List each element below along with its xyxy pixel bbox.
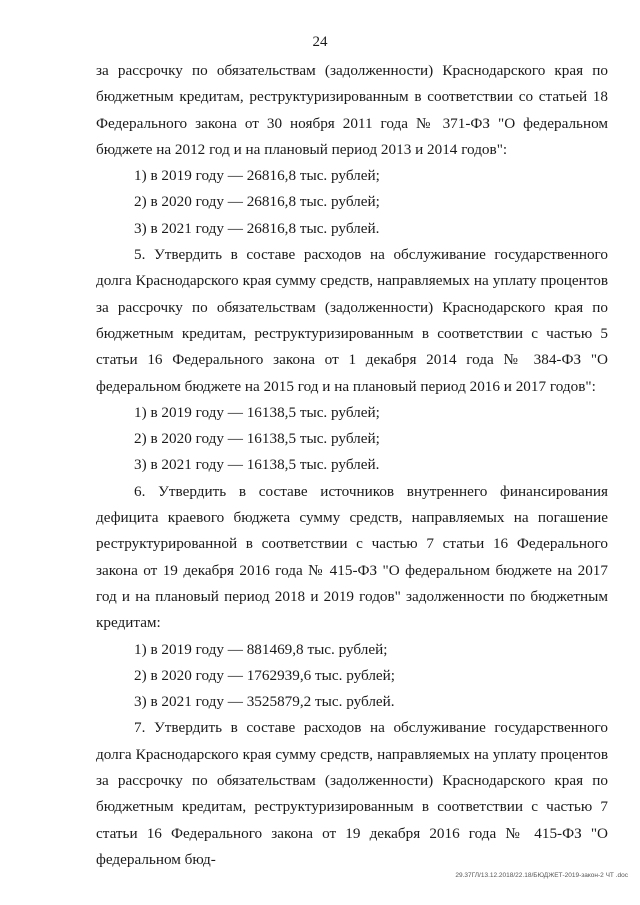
list-item: 2) в 2020 году — 1762939,6 тыс. рублей; <box>134 666 396 684</box>
paragraph-5: 5. Утвердить в составе расходов на обслуживание государственного долга Краснодарского края сумму средств, направляемых на уплату процентов за рассрочку по обязательствам (задолженности) Краснодарского края по бюджетным кредитам, реструктуризированным в соответствии с частью 5 статьи 16 Федерального закона от 1 декабря 2014 года № 384-ФЗ "О федеральном бюджете на 2015 год и на плановый период 2016 и 2017 годов": <box>96 246 608 395</box>
document-body <box>96 58 608 873</box>
file-path-footer: 29.37ГЛ/13.12.2018/22.18/БЮДЖЕТ-2019-закон-2 ЧТ .doc <box>455 872 628 879</box>
list-item: 3) в 2021 году — 3525879,2 тыс. рублей. <box>134 693 395 711</box>
list-item: 2) в 2020 году — 16138,5 тыс. рублей; <box>134 430 380 448</box>
paragraph-continuation: за рассрочку по обязательствам (задолженности) Краснодарского края по бюджетным кредитам, реструктуризированным в соответствии со статьей 18 Федерального закона от 30 ноября 2011 года № 371-ФЗ "О федеральном бюджете на 2012 год и на плановый период 2013 и 2014 годов": <box>96 62 608 158</box>
list-item: 3) в 2021 году — 16138,5 тыс. рублей. <box>134 456 380 474</box>
list-item: 2) в 2020 году — 26816,8 тыс. рублей; <box>134 193 380 211</box>
list-item: 1) в 2019 году — 16138,5 тыс. рублей; <box>134 403 380 421</box>
list-item: 3) в 2021 году — 26816,8 тыс. рублей. <box>134 219 380 237</box>
list-item: 1) в 2019 году — 26816,8 тыс. рублей; <box>134 167 380 185</box>
paragraph-7: 7. Утвердить в составе расходов на обслуживание государственного долга Краснодарского края сумму средств, направляемых на уплату процентов за рассрочку по обязательствам (задолженности) Краснодарского края по бюджетным кредитам, реструктуризированным в соответствии с частью 7 статьи 16 Федерального закона от 19 декабря 2016 года № 415-ФЗ "О федеральном бюд- <box>96 719 608 868</box>
page-number: 24 <box>312 34 328 50</box>
paragraph-6: 6. Утвердить в составе источников внутреннего финансирования дефицита краевого бюджета сумму средств, направляемых на погашение реструктурированной в соответствии с частью 7 статьи 16 Федерального закона от 19 декабря 2016 года № 415-ФЗ "О федеральном бюджете на 2017 год и на плановый период 2018 и 2019 годов" задолженности по бюджетным кредитам: <box>96 482 608 632</box>
list-item: 1) в 2019 году — 881469,8 тыс. рублей; <box>134 640 388 658</box>
